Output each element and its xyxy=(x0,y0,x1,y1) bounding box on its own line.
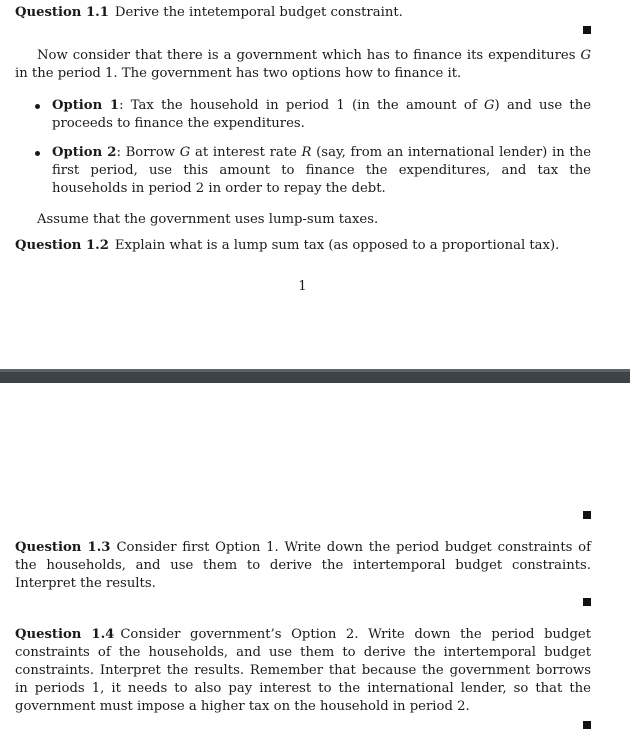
option-2-var-g: G xyxy=(179,145,191,160)
question-1-1-text: Derive the intetemporal budget constraint. xyxy=(114,5,403,20)
option-2-label: Option 2 xyxy=(52,145,117,160)
question-1-2-text: Explain what is a lump sum tax (as opposed to a proportional tax). xyxy=(114,238,560,253)
option-1-label: Option 1 xyxy=(52,98,120,113)
intro-text-2: in the period 1. The government has two options how to finance it. xyxy=(15,66,462,81)
question-1-4-label: Question 1.4 xyxy=(15,627,115,642)
option-2-text-2: at interest rate xyxy=(190,145,302,160)
question-1-3-label: Question 1.3 xyxy=(15,540,111,555)
qed-square-icon xyxy=(583,26,591,34)
option-2-text-3: (say, from an international lender) in the first period, use this amount to finance the expenditures, and tax the households in period 2 in order to repay the debt. xyxy=(52,145,591,196)
page-divider xyxy=(0,369,630,383)
intro-var-g: G xyxy=(580,48,591,63)
page-number: 1 xyxy=(298,279,307,294)
question-1-3 xyxy=(15,539,591,593)
assumption-paragraph: Assume that the government uses lump-sum taxes. xyxy=(37,212,379,227)
option-2-var-r: R xyxy=(301,145,312,160)
option-1-var-g: G xyxy=(484,98,495,113)
options-list xyxy=(15,97,591,198)
option-2-text-1: : Borrow xyxy=(116,145,180,160)
question-1-2 xyxy=(15,237,591,255)
intro-paragraph xyxy=(15,47,591,83)
question-1-4-text: Consider government’s Option 2. Write down the period budget constraints of the households, and use them to derive the intertemporal budget constraints. Interpret the results. Remember that because the government borrows in periods 1, it needs to also pay interest to the international lender, so that the government must impose a higher tax on the household in period 2. xyxy=(15,627,591,714)
page-2 xyxy=(0,383,630,739)
qed-square-icon xyxy=(583,721,591,729)
question-1-2-label: Question 1.2 xyxy=(15,238,109,253)
option-1-text-2: ) and use the proceeds to finance the expenditures. xyxy=(52,98,591,131)
question-1-3-text: Consider first Option 1. Write down the period budget constraints of the households, and use them to derive the intertemporal budget constraints. Interpret the results. xyxy=(15,540,591,591)
question-1-1-label: Question 1.1 xyxy=(15,5,109,20)
question-1-4 xyxy=(15,626,591,716)
intro-text-1: Now consider that there is a government which has to finance its expenditures xyxy=(37,48,581,63)
option-1-text-1: : Tax the household in period 1 (in the amount of xyxy=(119,98,484,113)
qed-square-icon xyxy=(583,511,591,519)
page-1 xyxy=(0,0,630,369)
option-1-item xyxy=(15,97,591,133)
bullet-icon xyxy=(35,104,40,109)
option-2-item xyxy=(15,144,591,198)
bullet-icon xyxy=(35,151,40,156)
qed-square-icon xyxy=(583,598,591,606)
question-1-1 xyxy=(15,4,591,22)
